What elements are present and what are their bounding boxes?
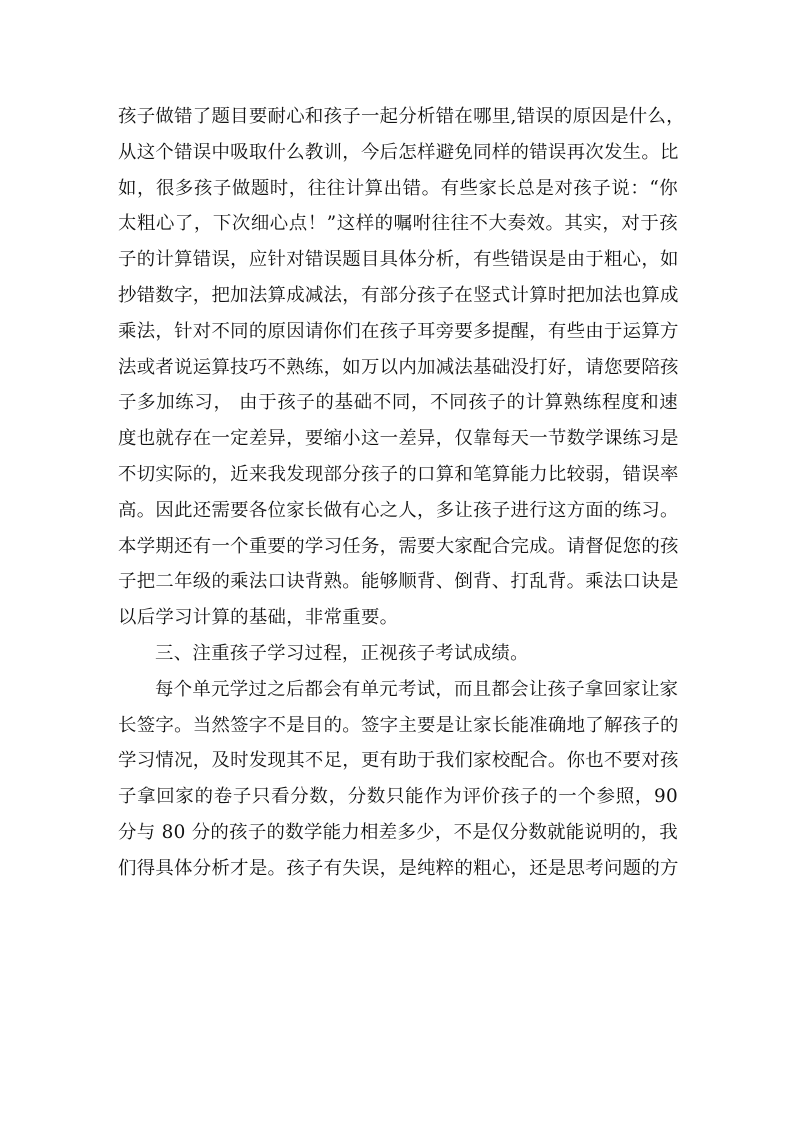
body-text-line: 高。因此还需要各位家长做有心之人，多让孩子进行这方面的练习。	[118, 499, 679, 521]
document-page	[118, 99, 685, 887]
body-text-line: 子把二年级的乘法口诀背熟。能够顺背、倒背、打乱背。乘法口诀是	[118, 571, 679, 593]
body-text-line: 乘法，针对不同的原因请你们在孩子耳旁要多提醒，有些由于运算方	[118, 320, 679, 342]
body-text-line: 学习情况，及时发现其不足，更有助于我们家校配合。你也不要对孩	[118, 750, 679, 772]
body-text-line: 从这个错误中吸取什么教训，今后怎样避免同样的错误再次发生。比	[118, 141, 679, 163]
body-text-line: 子拿回家的卷子只看分数，分数只能作为评价孩子的一个参照，90	[118, 786, 678, 808]
body-text-line: 子的计算错误，应针对错误题目具体分析，有些错误是由于粗心，如	[118, 249, 679, 271]
body-text-line: 们得具体分析才是。孩子有失误，是纯粹的粗心，还是思考问题的方	[118, 857, 679, 879]
body-text-line: 本学期还有一个重要的学习任务，需要大家配合完成。请督促您的孩	[118, 535, 679, 557]
body-text-line: 如，很多孩子做题时，往往计算出错。有些家长总是对孩子说：“你	[118, 177, 678, 199]
body-text-line: 不切实际的，近来我发现部分孩子的口算和笔算能力比较弱，错误率	[118, 463, 679, 485]
body-text-line: 长签字。当然签字不是目的。签字主要是让家长能准确地了解孩子的	[118, 714, 679, 736]
body-text-line: 子多加练习， 由于孩子的基础不同，不同孩子的计算熟练程度和速	[118, 392, 678, 414]
body-text-line: 以后学习计算的基础，非常重要。	[118, 607, 399, 629]
body-text-line: 度也就存在一定差异，要缩小这一差异，仅靠每天一节数学课练习是	[118, 428, 679, 450]
body-text-line: 孩子做错了题目要耐心和孩子一起分析错在哪里,错误的原因是什么，	[118, 106, 685, 127]
body-text-line: 每个单元学过之后都会有单元考试，而且都会让孩子拿回家让家	[155, 678, 679, 700]
body-text-line: 分与 80 分的孩子的数学能力相差多少，不是仅分数就能说明的，我	[118, 821, 678, 843]
section-heading: 三、注重孩子学习过程，正视孩子考试成绩。	[155, 642, 529, 664]
body-text-line: 抄错数字，把加法算成减法，有部分孩子在竖式计算时把加法也算成	[118, 284, 679, 306]
body-text-line: 太粗心了，下次细心点！”这样的嘱咐往往不大奏效。其实，对于孩	[118, 213, 678, 235]
body-text-line: 法或者说运算技巧不熟练，如万以内加减法基础没打好，请您要陪孩	[118, 356, 679, 378]
